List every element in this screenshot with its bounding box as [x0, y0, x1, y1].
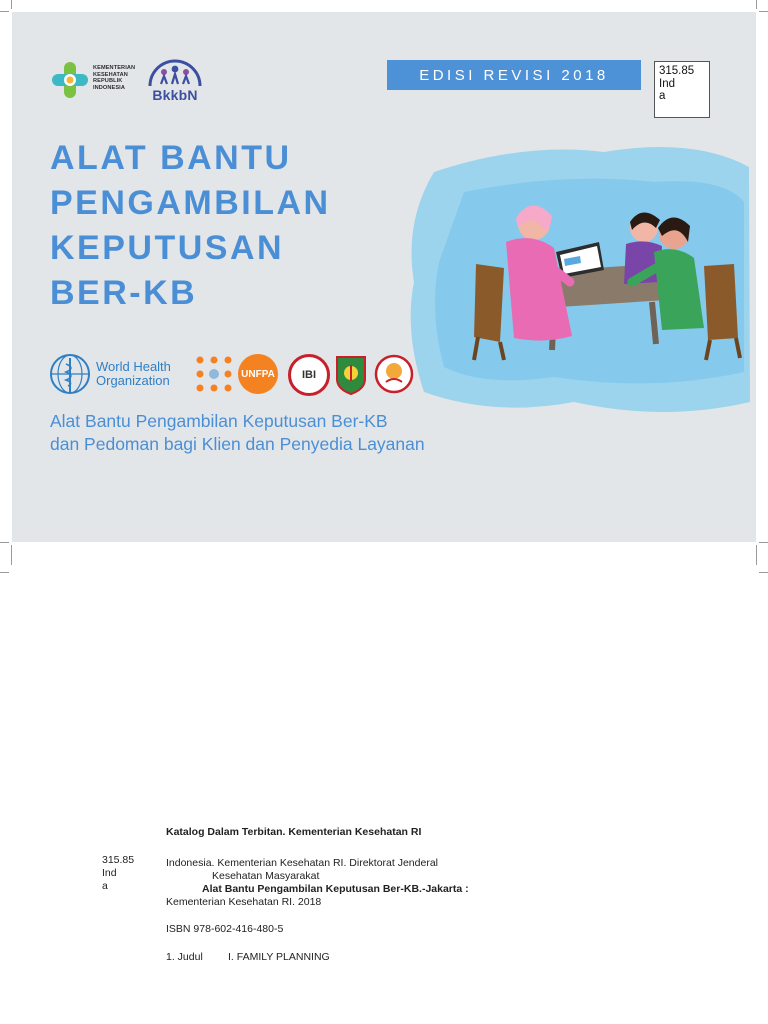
catalog-author-line: Indonesia. Kementerian Kesehatan RI. Direktorat Jenderal [166, 857, 438, 869]
call-number-label [654, 61, 710, 118]
bkkbn-logo-text: BkkbN [152, 87, 198, 103]
call-number-line: 315.85 [659, 65, 695, 77]
subtitle-line: dan Pedoman bagi Klien dan Penyedia Layanan [50, 434, 425, 454]
who-text-line: Organization [96, 373, 170, 388]
book-subtitle [50, 410, 550, 456]
counseling-illustration [404, 132, 752, 422]
crop-mark [756, 545, 757, 565]
catalog-title-line: Alat Bantu Pengambilan Keputusan Ber-KB.-Jakarta : [202, 883, 469, 895]
book-title [50, 136, 410, 316]
catalog-publisher-line: Kementerian Kesehatan RI. 2018 [166, 896, 322, 908]
ibi-logo-text: IBI [301, 369, 317, 381]
logo-text-line: KEMENTERIAN [93, 65, 136, 71]
kemenkes-logo-text [93, 65, 135, 91]
crop-mark [0, 11, 9, 12]
bidan-emblem-icon [374, 354, 414, 394]
edition-banner: EDISI REVISI 2018 [387, 60, 641, 90]
who-text-line: World Health [96, 359, 171, 374]
bkkbn-family-icon [144, 58, 206, 88]
ibi-logo [288, 354, 330, 396]
kemenkes-emblem-icon [50, 60, 90, 100]
catalog-isbn: ISBN 978-602-416-480-5 [166, 923, 284, 935]
unfpa-logo-text: UNFPA [241, 368, 275, 380]
title-line: KEPUTUSAN [50, 229, 285, 267]
logo-text-line: REPUBLIK [93, 78, 123, 85]
catalog-in-publication [102, 826, 522, 976]
crop-mark [756, 0, 757, 9]
crop-mark [759, 11, 768, 12]
crop-mark [11, 545, 12, 565]
catalog-subject-1: 1. Judul [166, 951, 203, 963]
logo-text-line: KESEHATAN [93, 71, 128, 78]
crop-mark [11, 0, 12, 9]
who-emblem-icon [48, 352, 92, 396]
catalog-heading: Katalog Dalam Terbitan. Kementerian Kesehatan RI [166, 826, 422, 838]
who-logo-text [96, 360, 171, 388]
catalog-subject-2: I. FAMILY PLANNING [228, 951, 330, 963]
call-number-line: Ind [659, 77, 675, 90]
who-logo [48, 352, 188, 396]
bkkbn-logo [144, 58, 206, 106]
unfpa-logo [238, 354, 278, 394]
catalog-call-number-line: a [102, 880, 108, 892]
crop-mark [0, 542, 9, 543]
catalog-call-number-line: Ind [102, 867, 117, 879]
book-cover [12, 12, 756, 542]
catalog-author-line-2: Kesehatan Masyarakat [212, 870, 320, 882]
catalog-call-number [102, 854, 134, 893]
catalog-call-number-line: 315.85 [102, 854, 135, 866]
subtitle-line: Alat Bantu Pengambilan Keputusan Ber-KB [50, 411, 388, 431]
crop-mark [759, 542, 768, 543]
title-line: PENGAMBILAN [50, 184, 331, 222]
title-line: BER-KB [50, 274, 198, 312]
logo-text-line: INDONESIA [93, 84, 125, 91]
crop-mark [0, 572, 9, 573]
crop-mark [759, 572, 768, 573]
partner-logos [48, 352, 408, 396]
unfpa-dots-icon [194, 354, 234, 394]
call-number-line: a [659, 90, 666, 102]
pogi-shield-icon [335, 353, 367, 395]
title-line: ALAT BANTU [50, 139, 292, 177]
